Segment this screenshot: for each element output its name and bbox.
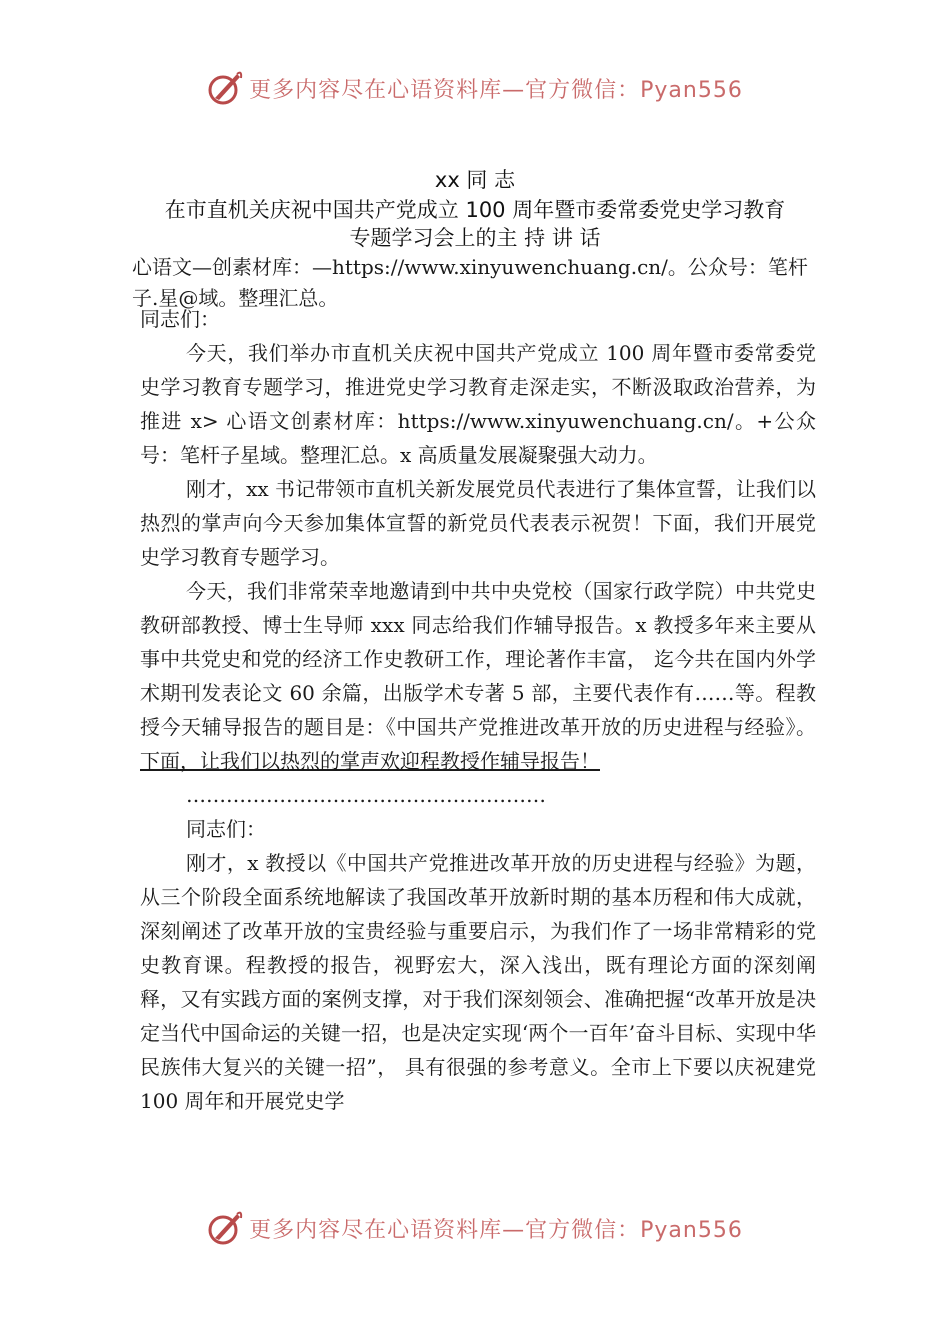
title-line-3: 专题学习会上的主 持 讲 话: [349, 226, 601, 250]
title-line-2: 在市直机关庆祝中国共产党成立 100 周年暨市委常委党史学习教育: [164, 198, 786, 222]
paragraph-2: 刚才，xx 书记带领市直机关新发展党员代表进行了集体宣誓，让我们以热烈的掌声向今天参加集体宣誓的新党员代表表示祝贺！下面，我们开展党史学习教育专题学习。: [140, 477, 816, 569]
ellipsis-separator: ………………………………………………: [186, 783, 546, 807]
paragraph-3-underlined: 下面，让我们以热烈的掌声欢迎程教授作辅导报告！: [140, 749, 600, 773]
watermark-banner-bottom: [0, 1208, 950, 1248]
watermark-text: 更多内容尽在心语资料库—官方微信：Pyan556: [249, 1217, 743, 1243]
watermark-text: 更多内容尽在心语资料库—官方微信：Pyan556: [249, 77, 743, 103]
watermark-banner-top: [0, 68, 950, 108]
quill-pen-logo-icon: [207, 68, 243, 108]
paragraph-1: 今天，我们举办市直机关庆祝中国共产党成立 100 周年暨市委常委党史学习教育专题学习，推进党史学习教育走深走实，不断汲取政治营养，为推进 x> 心语文创素材库：https://www.xinyuwenchuang.cn/。+公众号：笔杆子星域。整理汇总。x 高质量发展凝聚强大动力。: [140, 341, 816, 467]
paragraph-3: [140, 574, 816, 778]
title-line-1: xx 同 志: [434, 168, 516, 192]
paragraph-4: 刚才，x 教授以《中国共产党推进改革开放的历史进程与经验》为题，从三个阶段全面系统地解读了我国改革开放新时期的基本历程和伟大成就，深刻阐述了改革开放的宝贵经验与重要启示，为我们作了一场非常精彩的党史教育课。程教授的报告，视野宏大，深入浅出，既有理论方面的深刻阐释，又有实践方面的案例支撑，对于我们深刻领会、准确把握“改革开放是决定当代中国命运的关键一招，也是决定实现‘两个一百年’奋斗目标、实现中华民族伟大复兴的关键一招”， 具有很强的参考意义。全市上下要以庆祝建党 100 周年和开展党史学: [140, 851, 816, 1113]
greeting-2: 同志们：: [186, 817, 266, 841]
source-line: 心语文—创素材库：—https://www.xinyuwenchuang.cn/。公众号：笔杆子.星@域。整理汇总。: [132, 255, 808, 310]
greeting: 同志们：: [140, 307, 220, 331]
document-body: [140, 302, 816, 1118]
quill-pen-logo-icon: [207, 1208, 243, 1248]
paragraph-3-text: 今天，我们非常荣幸地邀请到中共中央党校（国家行政学院）中共党史教研部教授、博士生导师 xxx 同志给我们作辅导报告。x 教授多年来主要从事中共党史和党的经济工作史教研工作，理论著作丰富， 迄今共在国内外学术期刊发表论文 60 余篇，出版学术专著 5 部，主要代表作有……等。程教授今天辅导报告的题目是：《中国共产党推进改革开放的历史进程与经验》。: [140, 579, 816, 739]
